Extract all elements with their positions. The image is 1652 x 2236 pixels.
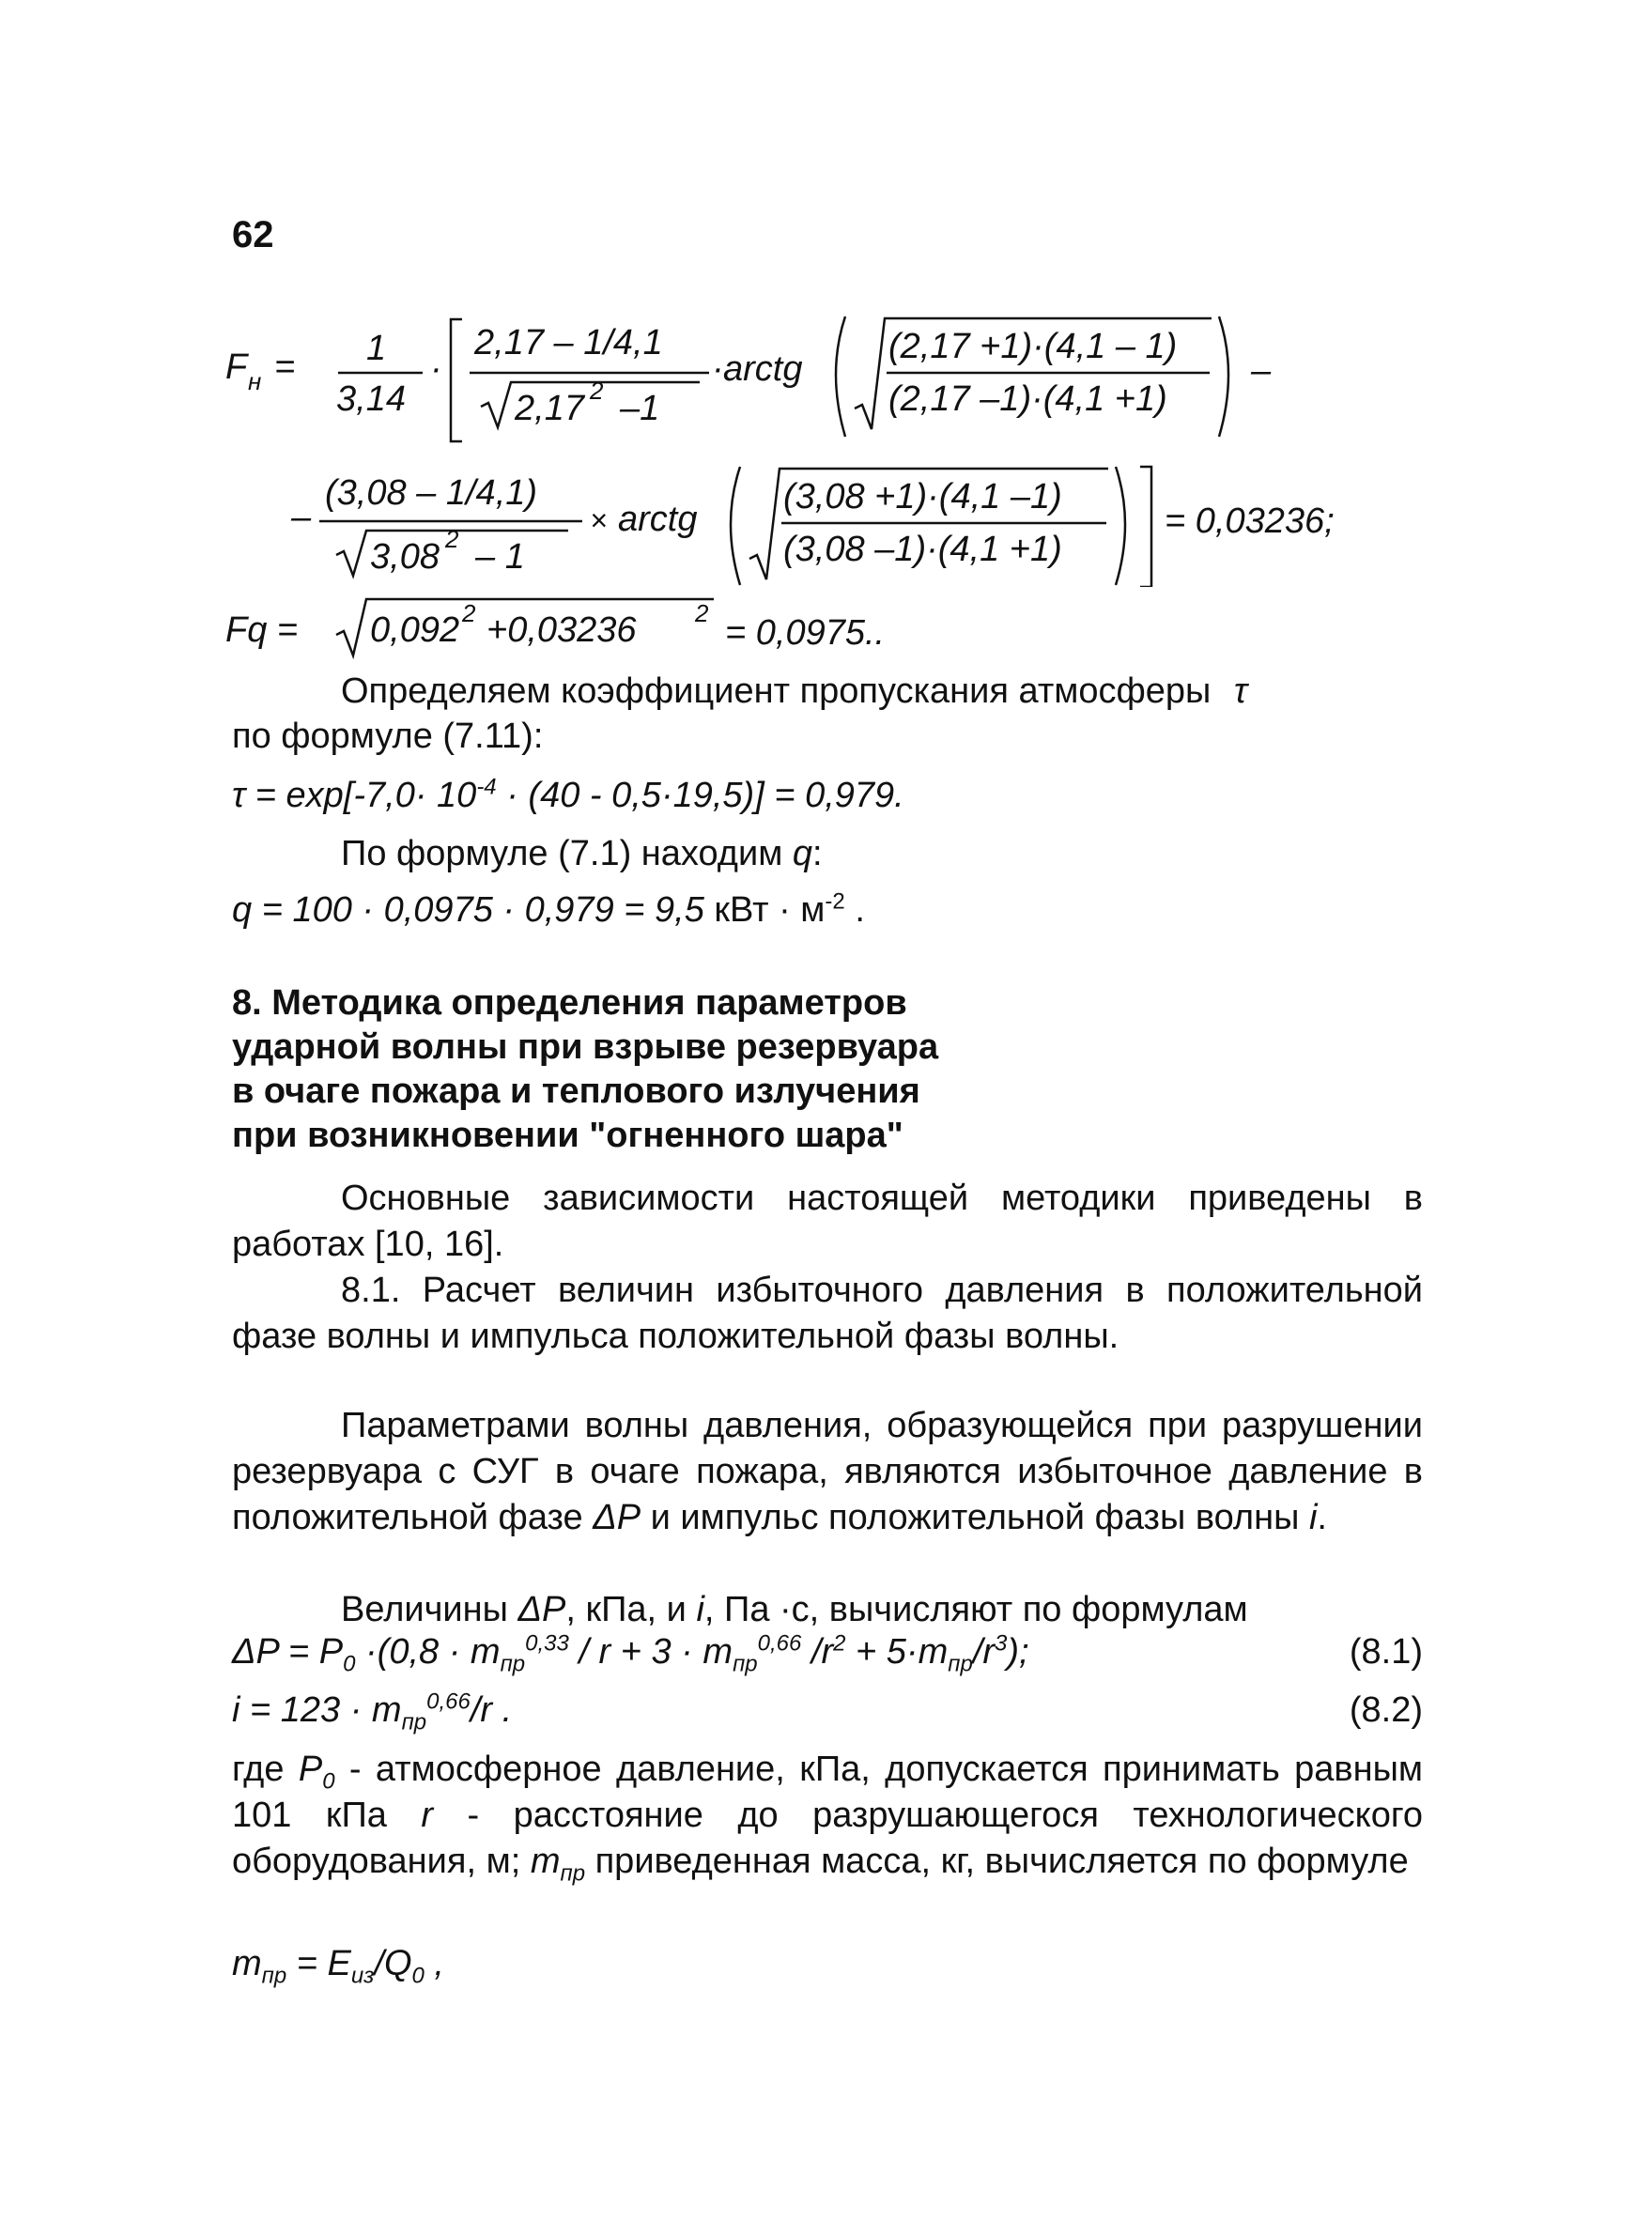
eq82-number: (8.2) bbox=[1349, 1690, 1423, 1730]
paragraph-4 bbox=[232, 1587, 1423, 1633]
para5-c: - расстояние до разрушающегося технологического оборудования, м; bbox=[232, 1796, 1423, 1881]
eqm-q-sub: 0 bbox=[411, 1963, 425, 1989]
eq81-e1: 0,33 bbox=[525, 1630, 569, 1657]
tau-intro-line2: по формуле (7.11): bbox=[232, 717, 544, 756]
heading-line-4: при возникновении "огненного шара" bbox=[232, 1116, 903, 1155]
heading-line-1: 8. Методика определения параметров bbox=[232, 983, 907, 1023]
para5-r: r bbox=[421, 1796, 434, 1835]
para4-a: Величины bbox=[341, 1590, 508, 1629]
para4-i: i bbox=[696, 1590, 704, 1629]
fn-t2-arg-den: (3,08 –1)·(4,1 +1) bbox=[783, 530, 1062, 569]
paragraph-1: Основные зависимости настоящей методики приведены в работах [10, 16]. bbox=[232, 1179, 1423, 1264]
para5-m: m bbox=[530, 1842, 561, 1881]
eq-q-pre: q = 100 · 0,0975 · 0,979 = 9,5 bbox=[232, 890, 704, 930]
fq-a: 0,092 bbox=[370, 610, 460, 650]
formula-fn bbox=[225, 305, 1446, 587]
para5-a: где bbox=[232, 1750, 285, 1789]
fn-arctg-1: arctg bbox=[723, 349, 803, 389]
para4-c: , Па ·с, вычисляют по формулам bbox=[703, 1590, 1248, 1629]
fn-lhs-sub: н bbox=[248, 367, 262, 395]
eq-q-exp: -2 bbox=[825, 888, 845, 915]
fn-t1-den-base: 2,17 bbox=[515, 389, 584, 428]
eq-q-unit: кВт · м bbox=[703, 890, 826, 930]
paragraph-5 bbox=[232, 1747, 1423, 1885]
fn-t1-arg-num: (2,17 +1)·(4,1 – 1) bbox=[888, 327, 1178, 366]
fn-paren-right-2 bbox=[1116, 467, 1125, 585]
eq81-number: (8.1) bbox=[1349, 1632, 1423, 1672]
tau-intro-text: Определяем коэффициент пропускания атмосферы bbox=[341, 671, 1212, 711]
eq-q bbox=[232, 890, 865, 931]
eqm-m-sub: пр bbox=[261, 1963, 287, 1989]
q-intro-colon: : bbox=[812, 834, 823, 873]
fn-times: × bbox=[590, 503, 608, 537]
fn-pi: 3,14 bbox=[336, 379, 406, 419]
eq82-sub: пр bbox=[401, 1709, 427, 1735]
tau-symbol: τ bbox=[1233, 671, 1248, 711]
fn-t1-arg-den: (2,17 –1)·(4,1 +1) bbox=[888, 379, 1167, 419]
eq81-e2: 0,66 bbox=[757, 1630, 802, 1657]
fn-minus-2: – bbox=[291, 498, 312, 537]
fn-bracket-right bbox=[1140, 467, 1151, 587]
fq-a-exp: 2 bbox=[462, 599, 476, 627]
eq81-p1: ·(0,8 · m bbox=[355, 1632, 501, 1672]
fn-t2-den-base: 3,08 bbox=[370, 537, 440, 577]
eq81-s1: пр bbox=[500, 1651, 526, 1677]
fn-t2-arg-num: (3,08 +1)·(4,1 –1) bbox=[783, 477, 1062, 517]
para3-text: Параметрами волны давления, образующейся при разрушении резервуара с СУГ в очаге пожара, являются избыточное давление в положительной фазе bbox=[232, 1406, 1423, 1537]
eqm-eq: = E bbox=[286, 1944, 351, 1983]
eq81-lhs: ΔP = P bbox=[232, 1632, 344, 1672]
para3-dp: ΔP bbox=[593, 1498, 641, 1537]
fq-result: = 0,0975.. bbox=[725, 613, 886, 653]
eq81-e3: 2 bbox=[833, 1630, 846, 1657]
fn-equals: = bbox=[274, 347, 296, 387]
page-number: 62 bbox=[232, 214, 274, 255]
eq81-e5: 3 bbox=[995, 1630, 1008, 1657]
heading-line-2: ударной волны при взрыве резервуара bbox=[232, 1027, 939, 1067]
para3-mid: и импульс положительной фазы волны bbox=[650, 1498, 1300, 1537]
q-intro-text: По формуле (7.1) находим bbox=[341, 834, 783, 873]
fn-dot-1: · bbox=[430, 349, 442, 389]
para4-dp: ΔP bbox=[517, 1590, 566, 1629]
fn-bracket-left bbox=[451, 319, 462, 441]
fn-result: = 0,03236; bbox=[1165, 501, 1335, 541]
equation-8-2 bbox=[232, 1689, 1423, 1735]
fn-paren-left-2 bbox=[731, 467, 740, 585]
q-symbol: q bbox=[792, 834, 813, 873]
eq81-p4: + 5·m bbox=[845, 1632, 949, 1672]
para5-p0: P bbox=[298, 1750, 323, 1789]
para4-b: , кПа, и bbox=[565, 1590, 687, 1629]
eq81-p3: /r bbox=[801, 1632, 834, 1672]
para5-b: - атмосферное давление, кПа, допускается принимать равным 101 кПа bbox=[232, 1750, 1424, 1835]
heading-line-3: в очаге пожара и теплового излучения bbox=[232, 1072, 920, 1111]
fn-t2-den-exp: 2 bbox=[445, 525, 459, 553]
fn-t2-den-rest: – 1 bbox=[475, 537, 525, 577]
equation-8-1 bbox=[232, 1630, 1423, 1677]
eq-q-end: . bbox=[844, 890, 865, 930]
fq-b-exp: 2 bbox=[695, 599, 709, 627]
eq-tau-pre: τ = exp[-7,0· 10 bbox=[232, 776, 477, 815]
eqm-slash: /Q bbox=[374, 1944, 412, 1983]
eq-tau-post: · (40 - 0,5·19,5)] = 0,979. bbox=[496, 776, 904, 815]
eq-tau bbox=[232, 776, 904, 816]
fn-paren-left-1 bbox=[836, 316, 845, 437]
fn-lhs: F bbox=[225, 347, 248, 387]
fn-t2-num: (3,08 – 1/4,1) bbox=[325, 473, 538, 513]
fq-plus: +0,03236 bbox=[486, 610, 637, 650]
formula-fq bbox=[225, 590, 1071, 665]
fn-dot-2: · bbox=[712, 349, 724, 389]
eq81-p5: /r bbox=[972, 1632, 996, 1672]
fn-one: 1 bbox=[366, 329, 387, 368]
para5-p0-sub: 0 bbox=[322, 1768, 335, 1795]
eq82-pre: i = 123 · m bbox=[232, 1690, 402, 1730]
eq-tau-exp: -4 bbox=[476, 774, 497, 800]
fn-t1-num: 2,17 – 1/4,1 bbox=[474, 323, 663, 362]
eq81-p6: ); bbox=[1007, 1632, 1029, 1672]
q-intro bbox=[341, 831, 823, 877]
fn-minus-1: – bbox=[1251, 351, 1272, 391]
paragraph-2: 8.1. Расчет величин избыточного давления в положительной фазе волны и импульса положительной фазы волны. bbox=[232, 1271, 1423, 1356]
eqm-m: m bbox=[232, 1944, 262, 1983]
eq82-exp: 0,66 bbox=[426, 1689, 471, 1715]
eq81-s2: пр bbox=[733, 1651, 758, 1677]
eqm-end: , bbox=[424, 1944, 444, 1983]
tau-intro-line1 bbox=[341, 669, 1247, 715]
eq82-post: /r . bbox=[470, 1690, 513, 1730]
para5-m-sub: пр bbox=[560, 1860, 586, 1887]
eq81-s4: пр bbox=[948, 1651, 973, 1677]
fn-t1-den-exp: 2 bbox=[590, 377, 604, 405]
equation-m bbox=[232, 1944, 444, 1989]
paragraph-3 bbox=[232, 1403, 1423, 1541]
section-heading bbox=[232, 981, 1265, 1158]
eqm-e-sub: из bbox=[350, 1963, 375, 1989]
fn-arctg-2: arctg bbox=[618, 500, 698, 539]
eq81-p2: / r + 3 · m bbox=[568, 1632, 733, 1672]
eq81-lhs-sub: 0 bbox=[343, 1651, 356, 1677]
fq-lhs: Fq = bbox=[225, 610, 299, 650]
fn-paren-right-1 bbox=[1219, 316, 1228, 437]
fn-t1-den-rest: –1 bbox=[620, 389, 660, 428]
para3-end: . bbox=[1317, 1498, 1327, 1537]
para3-i: i bbox=[1308, 1498, 1318, 1537]
para5-d: приведенная масса, кг, вычисляется по формуле bbox=[594, 1842, 1409, 1881]
